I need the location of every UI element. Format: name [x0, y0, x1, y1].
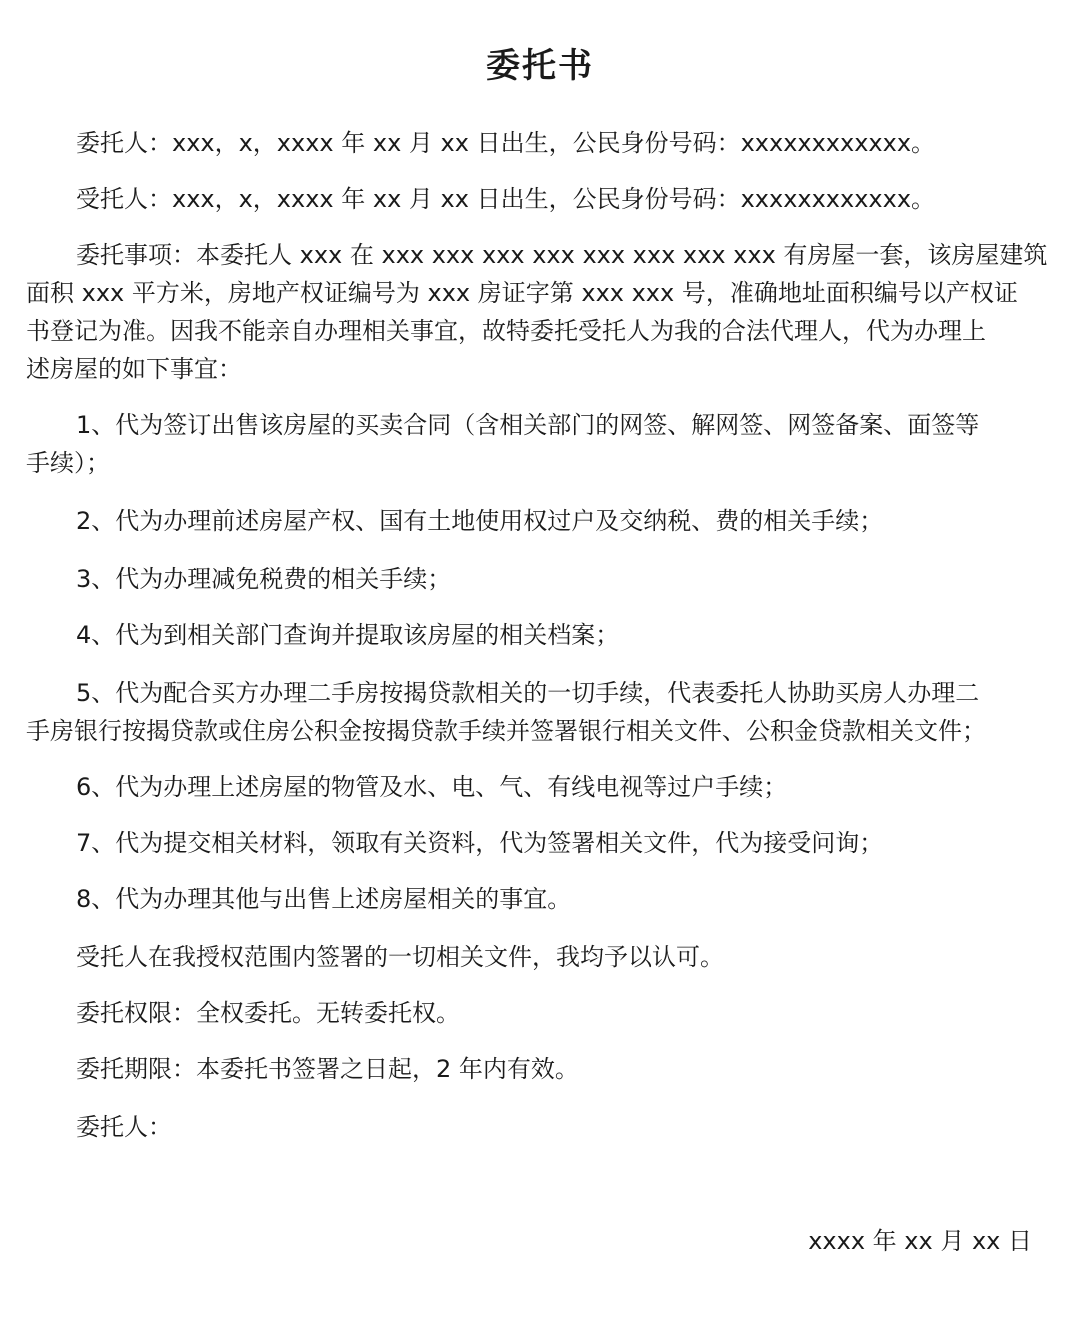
- item-line: 1、代为签订出售该房屋的买卖合同（含相关部门的网签、解网签、网签备案、面签等: [76, 411, 980, 439]
- signing-date: xxxx 年 xx 月 xx 日: [808, 1227, 1032, 1255]
- acceptance-line: 受托人在我授权范围内签署的一切相关文件，我均予以认可。: [76, 943, 724, 971]
- item-line: 3、代为办理减免税费的相关手续；: [76, 565, 452, 593]
- document-title: 委托书: [486, 46, 594, 86]
- item-line: 5、代为配合买方办理二手房按揭贷款相关的一切手续，代表委托人协助买房人办理二: [76, 679, 980, 707]
- matters-line: 述房屋的如下事宜：: [26, 355, 242, 383]
- matters-line: 书登记为准。因我不能亲自办理相关事宜，故特委托受托人为我的合法代理人，代为办理上: [26, 317, 986, 345]
- item-line: 7、代为提交相关材料，领取有关资料，代为签署相关文件，代为接受问询；: [76, 829, 884, 857]
- item-line: 手房银行按揭贷款或住房公积金按揭贷款手续并签署银行相关文件、公积金贷款相关文件；: [26, 717, 986, 745]
- item-line: 手续）；: [26, 449, 110, 477]
- agent-line: 受托人：xxx，x，xxxx 年 xx 月 xx 日出生，公民身份号码：xxxxxxxxxxxx。: [76, 185, 936, 213]
- principal-line: 委托人：xxx，x，xxxx 年 xx 月 xx 日出生，公民身份号码：xxxxxxxxxxxx。: [76, 129, 936, 157]
- item-line: 8、代为办理其他与出售上述房屋相关的事宜。: [76, 885, 572, 913]
- signature-label: 委托人：: [76, 1113, 172, 1141]
- item-line: 6、代为办理上述房屋的物管及水、电、气、有线电视等过户手续；: [76, 773, 788, 801]
- authority-line: 委托权限：全权委托。无转委托权。: [76, 999, 460, 1027]
- item-line: 4、代为到相关部门查询并提取该房屋的相关档案；: [76, 621, 620, 649]
- matters-line: 面积 xxx 平方米，房地产权证编号为 xxx 房证字第 xxx xxx 号，准确地址面积编号以产权证: [26, 279, 1018, 307]
- period-line: 委托期限：本委托书签署之日起，2 年内有效。: [76, 1055, 579, 1083]
- matters-line: 委托事项：本委托人 xxx 在 xxx xxx xxx xxx xxx xxx xxx xxx 有房屋一套，该房屋建筑: [76, 241, 1048, 269]
- item-line: 2、代为办理前述房屋产权、国有土地使用权过户及交纳税、费的相关手续；: [76, 507, 884, 535]
